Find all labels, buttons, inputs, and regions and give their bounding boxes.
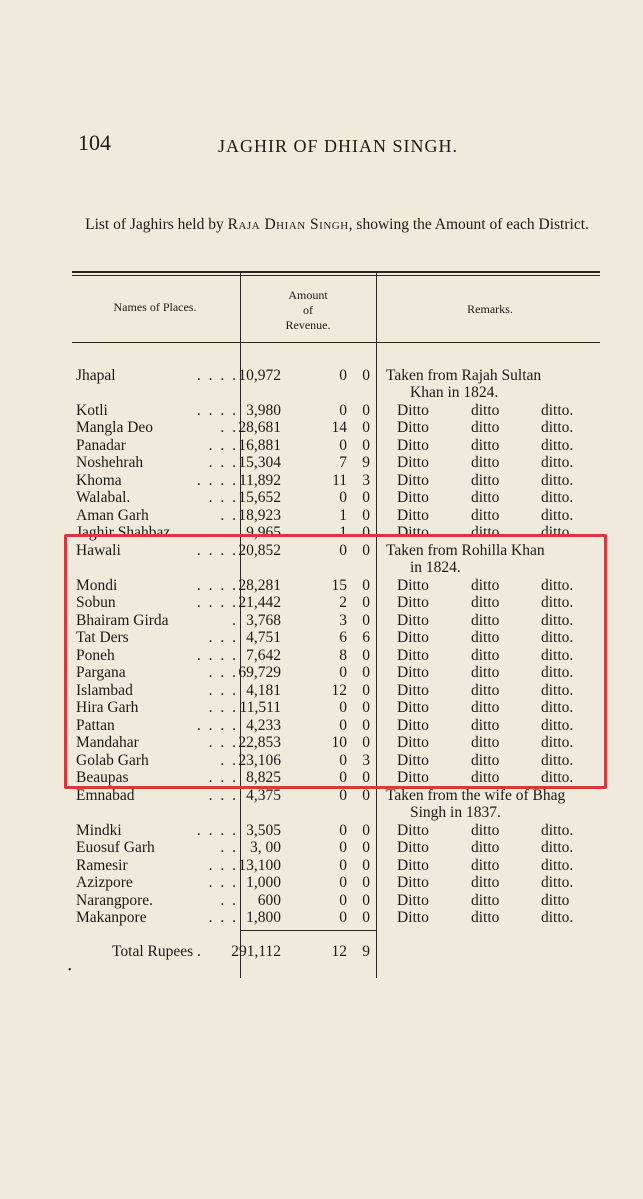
remark-continuation-row (0, 804, 643, 822)
header-remarks: Remarks. (467, 302, 513, 316)
remark-ditto-2: ditto (471, 437, 500, 454)
table-row (0, 769, 643, 787)
place-name: Ramesir (76, 857, 128, 874)
remark-ditto-3: ditto. (541, 664, 574, 681)
revenue-pice: 0 (362, 857, 370, 874)
remark-ditto-3: ditto. (541, 857, 574, 874)
remark-ditto-2: ditto (471, 419, 500, 436)
place-name: Khoma (76, 472, 122, 489)
revenue-annas: 15 (331, 577, 347, 594)
leader-dots: . . . (208, 682, 238, 699)
revenue-pice: 0 (362, 699, 370, 716)
table-row (0, 874, 643, 892)
leader-dots: . . . (208, 699, 238, 716)
table-row (0, 577, 643, 595)
remark-ditto-3: ditto. (541, 507, 574, 524)
remark-ditto-1: Ditto (397, 909, 429, 926)
revenue-annas: 14 (331, 419, 347, 436)
remark-ditto-3: ditto. (541, 437, 574, 454)
remark-continuation-row (0, 384, 643, 402)
remark-ditto-3: ditto. (541, 822, 574, 839)
revenue-rupees: 4,751 (246, 629, 281, 646)
revenue-rupees: 4,375 (246, 787, 281, 804)
table-top-rule (72, 271, 600, 273)
remark-ditto-1: Ditto (397, 769, 429, 786)
leader-dots: . . (220, 419, 238, 436)
place-name: Sobun (76, 594, 116, 611)
remark-ditto-2: ditto (471, 489, 500, 506)
revenue-annas: 7 (339, 454, 347, 471)
place-name: Jaghir Shahbaz (76, 524, 171, 541)
leader-dots: . (232, 524, 238, 541)
remark-ditto-1: Ditto (397, 664, 429, 681)
remark-continuation-row (0, 559, 643, 577)
table-row (0, 437, 643, 455)
total-pice: 9 (362, 943, 370, 960)
revenue-pice: 0 (362, 909, 370, 926)
place-name: Azizpore (76, 874, 133, 891)
header-amount-line2: of (303, 303, 313, 317)
leader-dots: . . . (208, 489, 238, 506)
leader-dots: . . (220, 839, 238, 856)
place-name: Poneh (76, 647, 115, 664)
table-row (0, 734, 643, 752)
revenue-rupees: 8,825 (246, 769, 281, 786)
total-row (0, 943, 643, 961)
leader-dots: . . . . (196, 822, 238, 839)
place-name: Mangla Deo (76, 419, 154, 436)
place-name: Mindki (76, 822, 122, 839)
place-name: Beaupas (76, 769, 129, 786)
place-name: Hawali (76, 542, 121, 559)
revenue-rupees: 1,800 (246, 909, 281, 926)
remark-ditto-3: ditto. (541, 699, 574, 716)
remark-ditto-3: ditto. (541, 402, 574, 419)
revenue-pice: 3 (362, 472, 370, 489)
revenue-rupees: 15,652 (238, 489, 281, 506)
revenue-annas: 2 (339, 594, 347, 611)
remark-ditto-2: ditto (471, 612, 500, 629)
revenue-annas: 8 (339, 647, 347, 664)
revenue-rupees: 16,881 (238, 437, 281, 454)
revenue-pice: 6 (362, 629, 370, 646)
table-row (0, 699, 643, 717)
place-name: Noshehrah (76, 454, 144, 471)
remark-ditto-1: Ditto (397, 472, 429, 489)
revenue-rupees: 3,980 (246, 402, 281, 419)
table-row (0, 594, 643, 612)
table-row (0, 664, 643, 682)
revenue-rupees: 69,729 (238, 664, 281, 681)
remark-ditto-1: Ditto (397, 752, 429, 769)
table-row (0, 787, 643, 805)
remark-ditto-3: ditto. (541, 577, 574, 594)
remark-ditto-2: ditto (471, 647, 500, 664)
remark-text: Taken from Rohilla Khan (386, 542, 545, 559)
revenue-rupees: 18,923 (238, 507, 281, 524)
leader-dots: . . (220, 892, 238, 909)
revenue-rupees: 4,233 (246, 717, 281, 734)
leader-dots: . . (220, 752, 238, 769)
header-amount (248, 288, 368, 333)
place-name: Jhapal (76, 367, 116, 384)
remark-ditto-1: Ditto (397, 419, 429, 436)
revenue-pice: 9 (362, 454, 370, 471)
revenue-annas: 0 (339, 402, 347, 419)
stray-mark: • (68, 965, 72, 976)
revenue-annas: 1 (339, 507, 347, 524)
remark-ditto-1: Ditto (397, 857, 429, 874)
place-name: Walabal. (76, 489, 131, 506)
header-place: Names of Places. (113, 300, 197, 314)
leader-dots: . . . . (196, 594, 238, 611)
revenue-rupees: 4,181 (246, 682, 281, 699)
remark-ditto-1: Ditto (397, 892, 429, 909)
remark-text: Taken from the wife of Bhag (386, 787, 566, 804)
remark-ditto-1: Ditto (397, 647, 429, 664)
leader-dots: . . . . (196, 577, 238, 594)
remark-ditto-1: Ditto (397, 822, 429, 839)
place-name: Pargana (76, 664, 126, 681)
remark-ditto-1: Ditto (397, 839, 429, 856)
leader-dots: . . . . (196, 542, 238, 559)
leader-dots: . . (220, 507, 238, 524)
revenue-rupees: 28,681 (238, 419, 281, 436)
table-row (0, 892, 643, 910)
revenue-pice: 0 (362, 577, 370, 594)
revenue-pice: 0 (362, 839, 370, 856)
remark-ditto-2: ditto (471, 507, 500, 524)
caption-lead: List of Jaghirs held by (85, 216, 228, 233)
revenue-rupees: 15,304 (238, 454, 281, 471)
table-row (0, 419, 643, 437)
revenue-pice: 0 (362, 769, 370, 786)
leader-dots: . . . (208, 437, 238, 454)
remark-ditto-2: ditto (471, 892, 500, 909)
revenue-annas: 0 (339, 874, 347, 891)
caption-name: Raja Dhian Singh (227, 216, 349, 233)
remark-ditto-1: Ditto (397, 612, 429, 629)
leader-dots: . . . (208, 909, 238, 926)
table-row (0, 839, 643, 857)
leader-dots: . . . . (196, 647, 238, 664)
revenue-annas: 0 (339, 664, 347, 681)
revenue-annas: 3 (339, 612, 347, 629)
caption-tail: , showing the Amount of each District. (348, 216, 589, 233)
remark-text: Taken from Rajah Sultan (386, 367, 542, 384)
table-row (0, 629, 643, 647)
remark-ditto-3: ditto. (541, 524, 574, 541)
revenue-annas: 0 (339, 787, 347, 804)
running-head: JAGHIR OF DHIAN SINGH. (218, 136, 459, 156)
remark-ditto-3: ditto. (541, 629, 574, 646)
remark-ditto-1: Ditto (397, 437, 429, 454)
leader-dots: . . . (208, 734, 238, 751)
revenue-pice: 0 (362, 367, 370, 384)
revenue-pice: 0 (362, 787, 370, 804)
revenue-rupees: 23,106 (238, 752, 281, 769)
place-name: Panadar (76, 437, 126, 454)
leader-dots: . . . . (196, 402, 238, 419)
revenue-annas: 0 (339, 542, 347, 559)
revenue-rupees: 1,000 (246, 874, 281, 891)
revenue-pice: 0 (362, 647, 370, 664)
place-name: Pattan (76, 717, 115, 734)
revenue-annas: 0 (339, 769, 347, 786)
header-amount-line1: Amount (288, 288, 328, 302)
place-name: Islambad (76, 682, 133, 699)
revenue-pice: 0 (362, 717, 370, 734)
remark-ditto-1: Ditto (397, 489, 429, 506)
remark-ditto-3: ditto. (541, 472, 574, 489)
remark-ditto-3: ditto. (541, 769, 574, 786)
revenue-rupees: 7,642 (246, 647, 281, 664)
remark-ditto-2: ditto (471, 664, 500, 681)
table-row (0, 367, 643, 385)
place-name: Golab Garh (76, 752, 149, 769)
place-name: Hira Garh (76, 699, 139, 716)
leader-dots: . . . (208, 454, 238, 471)
place-name: Mandahar (76, 734, 139, 751)
revenue-annas: 0 (339, 367, 347, 384)
revenue-pice: 0 (362, 419, 370, 436)
remark-ditto-2: ditto (471, 472, 500, 489)
header-bottom-rule (72, 342, 600, 343)
table-row (0, 612, 643, 630)
leader-dots: . . . . (196, 367, 238, 384)
remark-ditto-1: Ditto (397, 874, 429, 891)
table-row (0, 822, 643, 840)
revenue-annas: 0 (339, 892, 347, 909)
remark-ditto-2: ditto (471, 734, 500, 751)
header-amount-line3: Revenue. (285, 318, 331, 332)
remark-ditto-1: Ditto (397, 577, 429, 594)
table-row (0, 682, 643, 700)
table-row (0, 857, 643, 875)
table-row (0, 489, 643, 507)
revenue-rupees: 20,852 (238, 542, 281, 559)
remark-ditto-3: ditto. (541, 682, 574, 699)
remark-ditto-3: ditto. (541, 489, 574, 506)
remark-ditto-1: Ditto (397, 717, 429, 734)
place-name: Bhairam Girda (76, 612, 169, 629)
remark-ditto-1: Ditto (397, 682, 429, 699)
remark-ditto-1: Ditto (397, 454, 429, 471)
revenue-annas: 0 (339, 752, 347, 769)
leader-dots: . . . (208, 857, 238, 874)
revenue-annas: 0 (339, 822, 347, 839)
place-name: Makanpore (76, 909, 147, 926)
table-row (0, 402, 643, 420)
leader-dots: . . . (208, 874, 238, 891)
revenue-annas: 11 (332, 472, 347, 489)
revenue-rupees: 22,853 (238, 734, 281, 751)
revenue-pice: 0 (362, 892, 370, 909)
remark-ditto-1: Ditto (397, 402, 429, 419)
revenue-pice: 0 (362, 507, 370, 524)
revenue-annas: 0 (339, 857, 347, 874)
remark-ditto-3: ditto. (541, 839, 574, 856)
remark-ditto-3: ditto. (541, 454, 574, 471)
remark-continuation: in 1824. (410, 559, 461, 576)
revenue-pice: 0 (362, 874, 370, 891)
revenue-annas: 0 (339, 699, 347, 716)
remark-ditto-3: ditto. (541, 594, 574, 611)
leader-dots: . . . (208, 787, 238, 804)
revenue-annas: 12 (331, 682, 347, 699)
remark-ditto-1: Ditto (397, 524, 429, 541)
table-top-rule-thin (72, 275, 600, 276)
remark-continuation: Singh in 1837. (410, 804, 501, 821)
revenue-pice: 0 (362, 664, 370, 681)
place-name: Tat Ders (76, 629, 129, 646)
table-caption (72, 212, 602, 238)
remark-ditto-2: ditto (471, 822, 500, 839)
place-name: Narangpore. (76, 892, 154, 909)
place-name: Euosuf Garh (76, 839, 155, 856)
remark-ditto-2: ditto (471, 454, 500, 471)
page-number: 104 (78, 130, 111, 155)
revenue-pice: 0 (362, 734, 370, 751)
revenue-rupees: 11,892 (238, 472, 281, 489)
remark-ditto-3: ditto. (541, 734, 574, 751)
revenue-pice: 0 (362, 402, 370, 419)
revenue-pice: 0 (362, 594, 370, 611)
table-row (0, 717, 643, 735)
remark-ditto-2: ditto (471, 629, 500, 646)
remark-ditto-2: ditto (471, 682, 500, 699)
table-row (0, 752, 643, 770)
revenue-pice: 0 (362, 542, 370, 559)
revenue-pice: 3 (362, 752, 370, 769)
place-name: Kotli (76, 402, 108, 419)
leader-dots: . . . (208, 769, 238, 786)
revenue-rupees: 10,972 (238, 367, 281, 384)
revenue-annas: 6 (339, 629, 347, 646)
table-row (0, 647, 643, 665)
total-top-rule (240, 930, 376, 931)
leader-dots: . . . . (196, 717, 238, 734)
remark-ditto-2: ditto (471, 577, 500, 594)
revenue-rupees: 3, 00 (250, 839, 281, 856)
remark-ditto-3: ditto. (541, 419, 574, 436)
remark-ditto-2: ditto (471, 402, 500, 419)
revenue-annas: 0 (339, 437, 347, 454)
remark-ditto-3: ditto. (541, 909, 574, 926)
remark-ditto-2: ditto (471, 874, 500, 891)
remark-ditto-1: Ditto (397, 594, 429, 611)
remark-continuation: Khan in 1824. (410, 384, 499, 401)
leader-dots: . . . (208, 664, 238, 681)
revenue-annas: 0 (339, 489, 347, 506)
remark-ditto-3: ditto. (541, 752, 574, 769)
remark-ditto-3: ditto (541, 892, 570, 909)
table-row (0, 454, 643, 472)
remark-ditto-3: ditto. (541, 717, 574, 734)
revenue-pice: 0 (362, 437, 370, 454)
leader-dots: . . . (208, 629, 238, 646)
table-row (0, 507, 643, 525)
remark-ditto-2: ditto (471, 839, 500, 856)
revenue-rupees: 3,768 (246, 612, 281, 629)
remark-ditto-1: Ditto (397, 734, 429, 751)
revenue-pice: 0 (362, 612, 370, 629)
remark-ditto-2: ditto (471, 699, 500, 716)
revenue-annas: 0 (339, 909, 347, 926)
revenue-rupees: 3,505 (246, 822, 281, 839)
remark-ditto-2: ditto (471, 524, 500, 541)
remark-ditto-2: ditto (471, 857, 500, 874)
revenue-pice: 0 (362, 822, 370, 839)
total-rupees: 291,112 (231, 943, 281, 960)
leader-dots: . . . . (196, 472, 238, 489)
remark-ditto-2: ditto (471, 752, 500, 769)
remark-ditto-2: ditto (471, 717, 500, 734)
revenue-annas: 10 (331, 734, 347, 751)
revenue-annas: 1 (339, 524, 347, 541)
revenue-rupees: 9,965 (246, 524, 281, 541)
revenue-rupees: 21,442 (238, 594, 281, 611)
revenue-annas: 0 (339, 839, 347, 856)
revenue-pice: 0 (362, 682, 370, 699)
revenue-rupees: 28,281 (238, 577, 281, 594)
total-annas: 12 (331, 943, 347, 960)
place-name: Aman Garh (76, 507, 149, 524)
place-name: Mondi (76, 577, 118, 594)
place-name: Emnabad (76, 787, 135, 804)
revenue-pice: 0 (362, 524, 370, 541)
revenue-rupees: 11,511 (239, 699, 281, 716)
remark-ditto-3: ditto. (541, 612, 574, 629)
remark-ditto-3: ditto. (541, 874, 574, 891)
revenue-pice: 0 (362, 489, 370, 506)
revenue-rupees: 600 (257, 892, 281, 909)
table-row (0, 909, 643, 927)
table-row (0, 542, 643, 560)
remark-ditto-1: Ditto (397, 507, 429, 524)
remark-ditto-2: ditto (471, 769, 500, 786)
revenue-annas: 0 (339, 717, 347, 734)
leader-dots: . (232, 612, 238, 629)
total-label: Total Rupees . (112, 943, 201, 960)
remark-ditto-2: ditto (471, 594, 500, 611)
table-row (0, 472, 643, 490)
remark-ditto-1: Ditto (397, 699, 429, 716)
remark-ditto-3: ditto. (541, 647, 574, 664)
remark-ditto-2: ditto (471, 909, 500, 926)
remark-ditto-1: Ditto (397, 629, 429, 646)
table-row (0, 524, 643, 542)
revenue-rupees: 13,100 (238, 857, 281, 874)
